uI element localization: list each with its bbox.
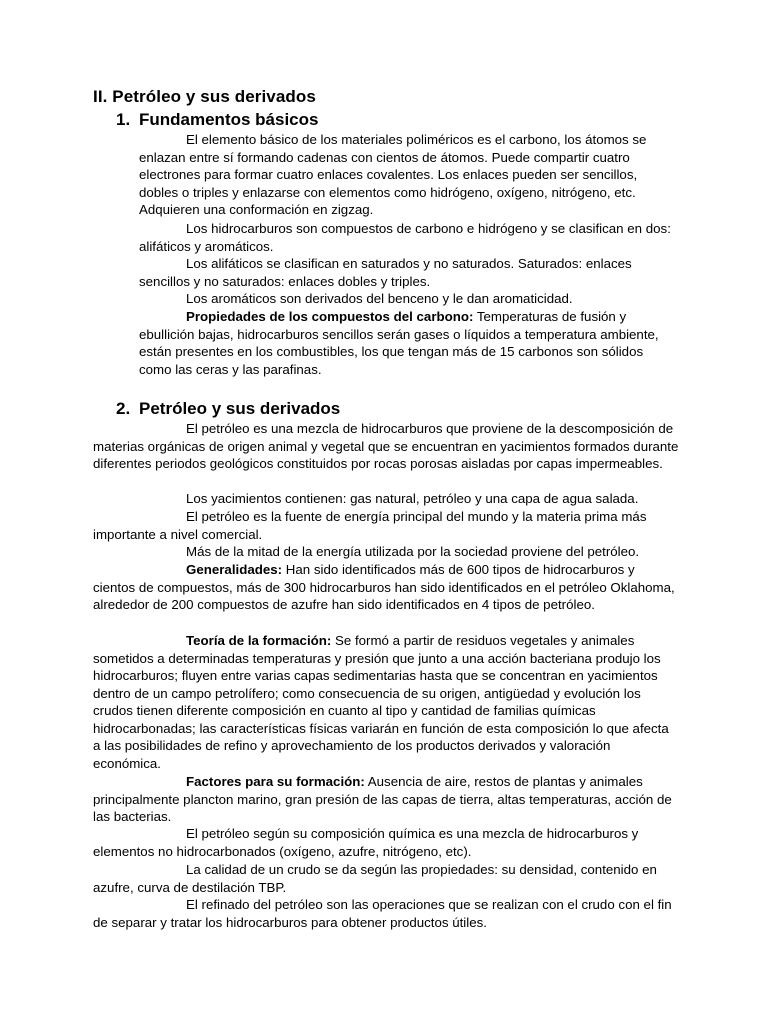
paragraph: Los aromáticos son derivados del benceno y le dan aromaticidad. bbox=[186, 291, 573, 306]
paragraph: Los yacimientos contienen: gas natural, petróleo y una capa de agua salada. bbox=[186, 491, 639, 506]
paragraph: Propiedades de los compuestos del carbono: Temperaturas de fusión y ebullición bajas, hidrocarburos sencillos serán gases o líquidos a temperatura ambiente, están presentes en los combustibles, los que tengan más de 15 carbonos son sólidos como las ceras y las parafinas. bbox=[139, 309, 659, 377]
paragraph: Los hidrocarburos son compuestos de carbono e hidrógeno y se clasifican en dos: alifáticos y aromáticos. bbox=[139, 221, 671, 254]
paragraph: El petróleo es una mezcla de hidrocarburos que proviene de la descomposición de materias orgánicas de origen animal y vegetal que se encuentran en yacimientos formados durante diferentes periodos geológicos constituidos por rocas porosas aisladas por capas impermeables. bbox=[93, 421, 679, 471]
paragraph: Factores para su formación: Ausencia de aire, restos de plantas y animales principalmente plancton marino, gran presión de las capas de tierra, altas temperaturas, acción de las bacterias. bbox=[93, 774, 672, 824]
paragraph: El elemento básico de los materiales poliméricos es el carbono, los átomos se enlazan entre sí formando cadenas con cientos de átomos. Puede compartir cuatro electrones para formar cuatro enlaces covalentes. Los enlaces pueden ser sencillos, dobles o triples y enlazarse con elementos como hidrógeno, oxígeno, nitrógeno, etc. Adquieren una conformación en zigzag. bbox=[139, 132, 647, 217]
paragraph: La calidad de un crudo se da según las propiedades: su densidad, contenido en azufre, curva de destilación TBP. bbox=[93, 862, 657, 895]
paragraph: El petróleo es la fuente de energía principal del mundo y la materia prima más importante a nivel comercial. bbox=[93, 509, 647, 542]
paragraph: Más de la mitad de la energía utilizada por la sociedad proviene del petróleo. bbox=[186, 544, 640, 559]
paragraph: Los alifáticos se clasifican en saturados y no saturados. Saturados: enlaces sencillos y no saturados: enlaces dobles y triples. bbox=[139, 256, 632, 289]
bold-lead: Propiedades de los compuestos del carbono: bbox=[186, 309, 474, 324]
section-number: 1. bbox=[116, 110, 131, 129]
paragraph: El petróleo según su composición química es una mezcla de hidrocarburos y elementos no hidrocarbonados (oxígeno, azufre, nitrógeno, etc). bbox=[93, 826, 639, 859]
section-heading-text: Fundamentos básicos bbox=[139, 110, 319, 129]
document-title: II. Petróleo y sus derivados bbox=[93, 87, 316, 106]
paragraph: Generalidades: Han sido identificados más de 600 tipos de hidrocarburos y cientos de compuestos, más de 300 hidrocarburos han sido identificados en el petróleo Oklahoma, alrededor de 200 compuestos de azufre han sido identificados en 4 tipos de petróleo. bbox=[93, 562, 675, 612]
section-heading bbox=[116, 110, 318, 130]
section-number: 2. bbox=[116, 399, 131, 418]
bold-lead: Factores para su formación: bbox=[186, 774, 365, 789]
section-heading-text: Petróleo y sus derivados bbox=[139, 399, 341, 418]
bold-lead: Generalidades: bbox=[186, 562, 283, 577]
paragraph: El refinado del petróleo son las operaciones que se realizan con el crudo con el fin de separar y tratar los hidrocarburos para obtener productos útiles. bbox=[93, 897, 672, 930]
bold-lead: Teoría de la formación: bbox=[186, 633, 332, 648]
paragraph: Teoría de la formación: Se formó a partir de residuos vegetales y animales sometidos a determinadas temperaturas y presión que junto a una acción bacteriana produjo los hidrocarburos; fluyen entre varias capas sedimentarias hasta que se concentran en yacimientos dentro de un campo petrolífero; como consecuencia de su origen, antigüedad y evolución los crudos tienen diferente composición en cuanto al tipo y cantidad de familias químicas hidrocarbonadas; las características físicas variarán en función de esta composición lo que afecta a las posibilidades de refino y aprovechamiento de los productos derivados y valoración económica. bbox=[93, 633, 669, 771]
section-heading bbox=[116, 399, 340, 419]
